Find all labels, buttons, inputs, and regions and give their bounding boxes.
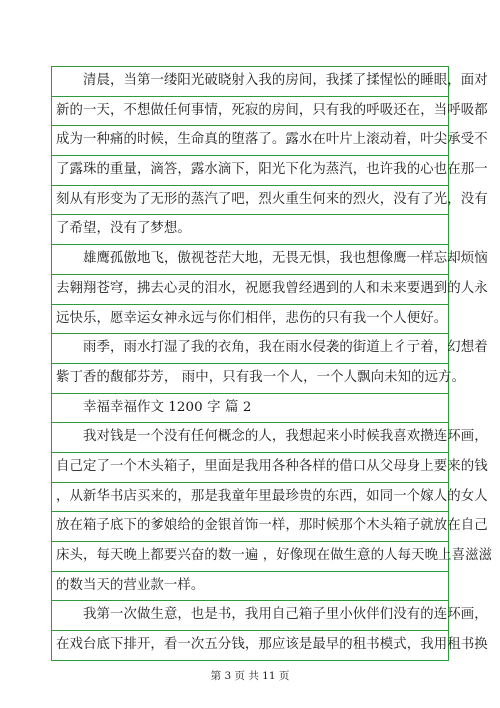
text-line: 了露珠的重量，滴答，露水滴下，阳光下化为蒸汽，也许我的心也在那一 <box>52 156 448 186</box>
text-line: 自己定了一个木头箱子，里面是我用各种各样的借口从父母身上要来的钱 <box>52 453 448 483</box>
text-line: 刻从有形变为了无形的蒸汽了吧，烈火重生何来的烈火，没有了光，没有 <box>52 186 448 216</box>
text-line: 远快乐，愿幸运女神永远与你们相伴，悲伤的只有我一个人便好。 <box>52 305 448 335</box>
text-line: 成为一种痛的时候，生命真的堕落了。露水在叶片上滚动着，叶尖承受不 <box>52 126 448 156</box>
text-line: 我对钱是一个没有任何概念的人，我想起来小时候我喜欢攒连环画， <box>52 423 448 453</box>
text-line: 我第一次做生意，也是书，我用自己箱子里小伙伴们没有的连环画， <box>52 601 448 631</box>
text-line: 在戏台底下排开，看一次五分钱，那应该是最早的租书模式，我用租书换 <box>52 631 448 661</box>
text-line: 雄鹰孤傲地飞，傲视苍茫大地，无畏无惧，我也想像鹰一样忘却烦恼 <box>52 245 448 275</box>
text-line: 放在箱子底下的爹娘给的金银首饰一样，那时候那个木头箱子就放在自己 <box>52 512 448 542</box>
ruled-text-sheet <box>51 66 493 661</box>
section-heading: 幸福幸福作文 1200 字 篇 2 <box>52 394 448 424</box>
text-line: 紫丁香的馥郁芬芳， 雨中，只有我一个人，一个人飘向未知的远方。 <box>52 364 448 394</box>
text-line: 了希望，没有了梦想。 <box>52 215 448 245</box>
text-line: 去翱翔苍穹，拂去心灵的泪水，祝愿我曾经遇到的人和未来要遇到的人永 <box>52 275 448 305</box>
text-line: 新的一天，不想做任何事情，死寂的房间，只有我的呼吸还在，当呼吸都 <box>52 97 448 127</box>
text-line: 的数当天的营业款一样。 <box>52 572 448 602</box>
page-number-footer: 第 3 页 共 11 页 <box>210 670 290 682</box>
text-line: 雨季，雨水打湿了我的衣角，我在雨水侵袭的街道上彳亍着，幻想着 <box>52 334 448 364</box>
text-line: ，从新华书店买来的，那是我童年里最珍贵的东西，如同一个嫁人的女人 <box>52 483 448 513</box>
text-line: 床头，每天晚上都要兴奋的数一遍 ，好像现在做生意的人每天晚上喜滋滋 <box>52 542 448 572</box>
text-line: 清晨，当第一缕阳光破晓射入我的房间，我揉了揉惺忪的睡眼，面对 <box>52 67 448 97</box>
